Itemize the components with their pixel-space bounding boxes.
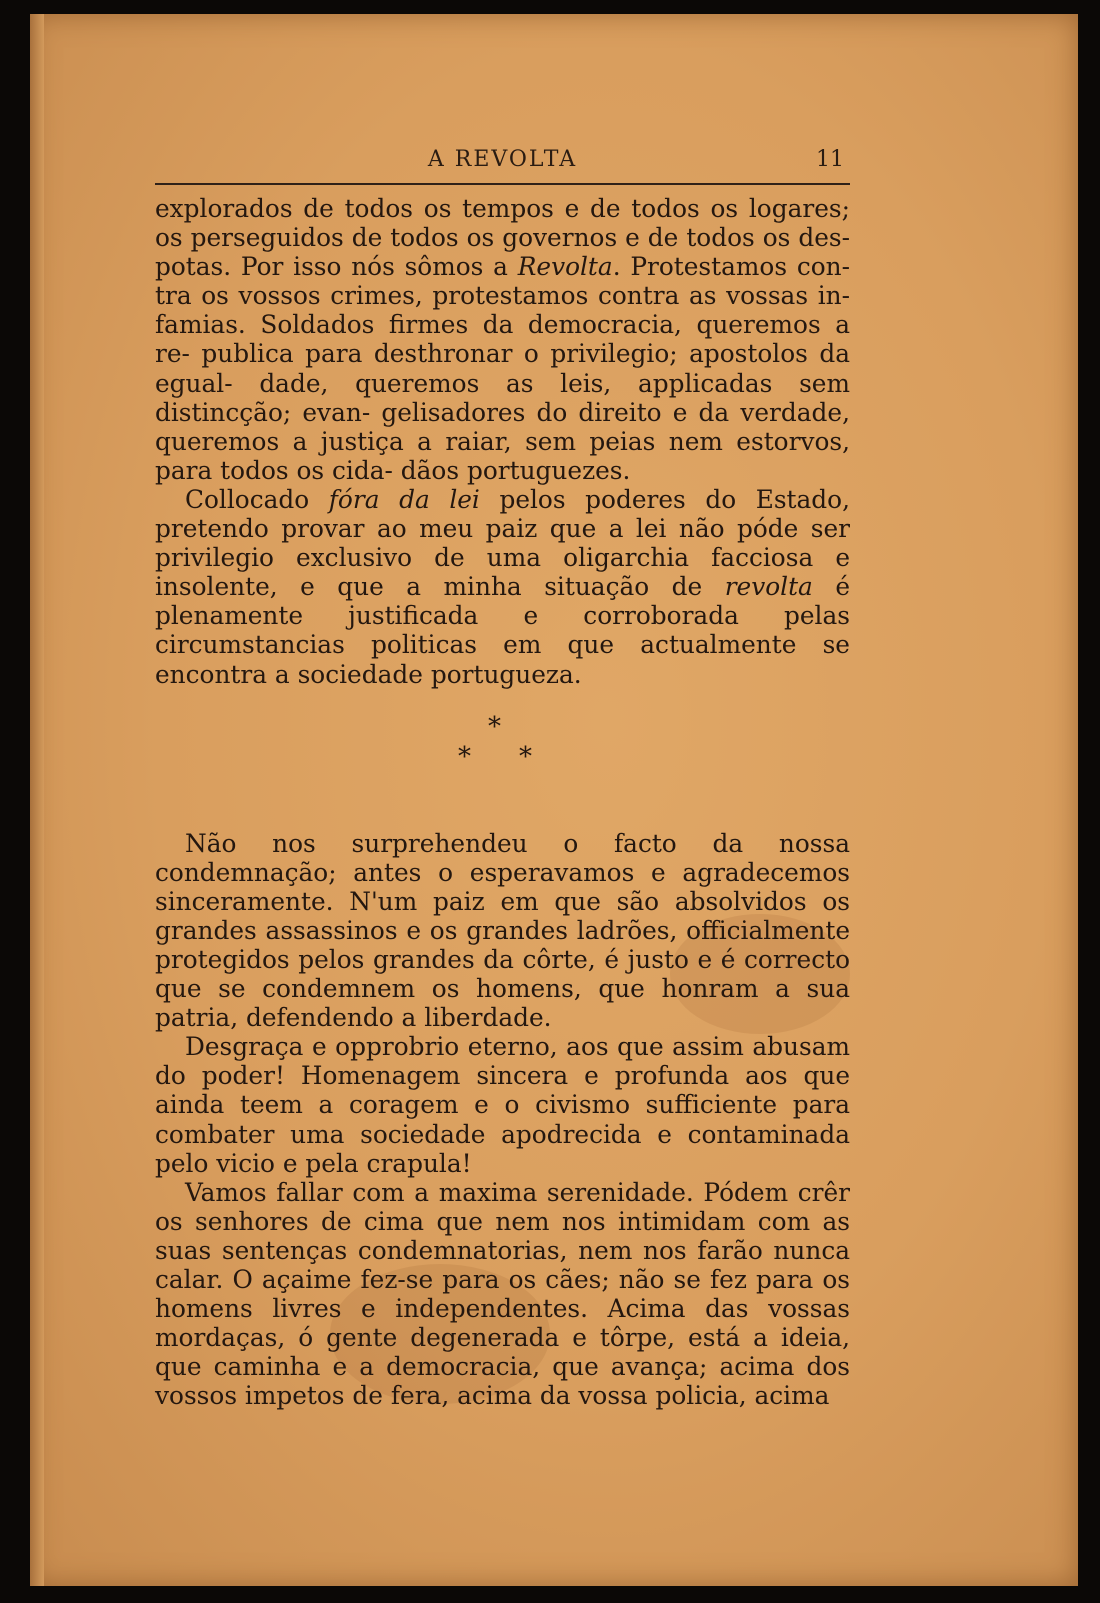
text-span: os perseguidos de todos os governos e de todos os des- — [155, 223, 850, 253]
text-span: famias. Soldados firmes da democracia, queremos a re- — [155, 310, 850, 369]
text-span: dade, queremos as leis, applicadas sem distincção; evan- — [155, 368, 850, 427]
paragraph: Vamos fallar com a maxima serenidade. Pódem crêr os senhores de cima que nem nos intimidam com as suas sentenças condemnatorias, nem nos farão nunca calar. O açaime fez-se para os cães; não se fez para os homens livres e independentes. Acima das vossas mordaças, ó gente degenerada e tôrpe, está a ideia, que caminha e a democracia, que avança; acima dos vossos impetos de fera, acima da vossa policia, acima — [155, 1177, 850, 1411]
text-span: tra os vossos crimes, protestamos contra as vossas in- — [155, 281, 850, 311]
page-gutter — [30, 14, 44, 1586]
text-span: pelos poderes do Estado, pretendo provar ao meu paiz que a lei não póde ser privilegio exclusivo de uma oligarchia facciosa e insolente, e que a minha situação de — [155, 484, 850, 602]
text-span: . Protestamos con- — [612, 252, 850, 282]
italic-phrase: fóra da lei — [328, 484, 480, 514]
text-span: explorados de todos os tempos e de todos os logares; — [155, 194, 850, 223]
asterisk: * — [488, 711, 501, 742]
body-text — [155, 194, 850, 1410]
text-span: é plenamente justificada e corroborada pelas circumstancias politicas em que actualmente se encontra a sociedade portugueza. — [155, 572, 850, 689]
running-title: A REVOLTA — [427, 147, 578, 172]
paragraph: Desgraça e opprobrio eterno, aos que assim abusam do poder! Homenagem sincera e profunda aos que ainda teem a coragem e o civismo sufficiente para combater uma sociedade apodrecida e contaminada pelo vicio e pela crapula! — [155, 1032, 850, 1178]
paragraph: Não nos surprehendeu o facto da nossa condemnação; antes o esperavamos e agradecemos sinceramente. N'um paiz em que são absolvidos os grandes assassinos e os grandes ladrões, officialmente protegidos pelos grandes da côrte, é justo e é correcto que se condemnem os homens, que honram a sua patria, defendendo a liberdade. — [155, 828, 850, 1033]
text-span: potas. Por isso nós sômos a — [155, 252, 518, 282]
text-span: publica para desthronar o privilegio; apostolos da egual- — [155, 339, 850, 398]
asterisk: * — [519, 741, 532, 772]
page-number: 11 — [816, 147, 844, 172]
paragraph — [155, 485, 850, 689]
text-span: dãos portuguezes. — [400, 455, 631, 485]
text-span: gelisadores do direito e da verdade, queremos a justiça — [155, 397, 850, 456]
page-header — [155, 133, 850, 185]
italic-title: Revolta — [517, 252, 613, 282]
italic-phrase: revolta — [724, 572, 813, 602]
text-span: a raiar, sem peias nem estorvos, para todos os cida- — [155, 426, 850, 485]
asterism-divider — [155, 689, 850, 829]
asterisk: * — [458, 741, 471, 772]
text-span: Collocado — [185, 484, 329, 514]
paragraph-continued — [155, 194, 850, 485]
